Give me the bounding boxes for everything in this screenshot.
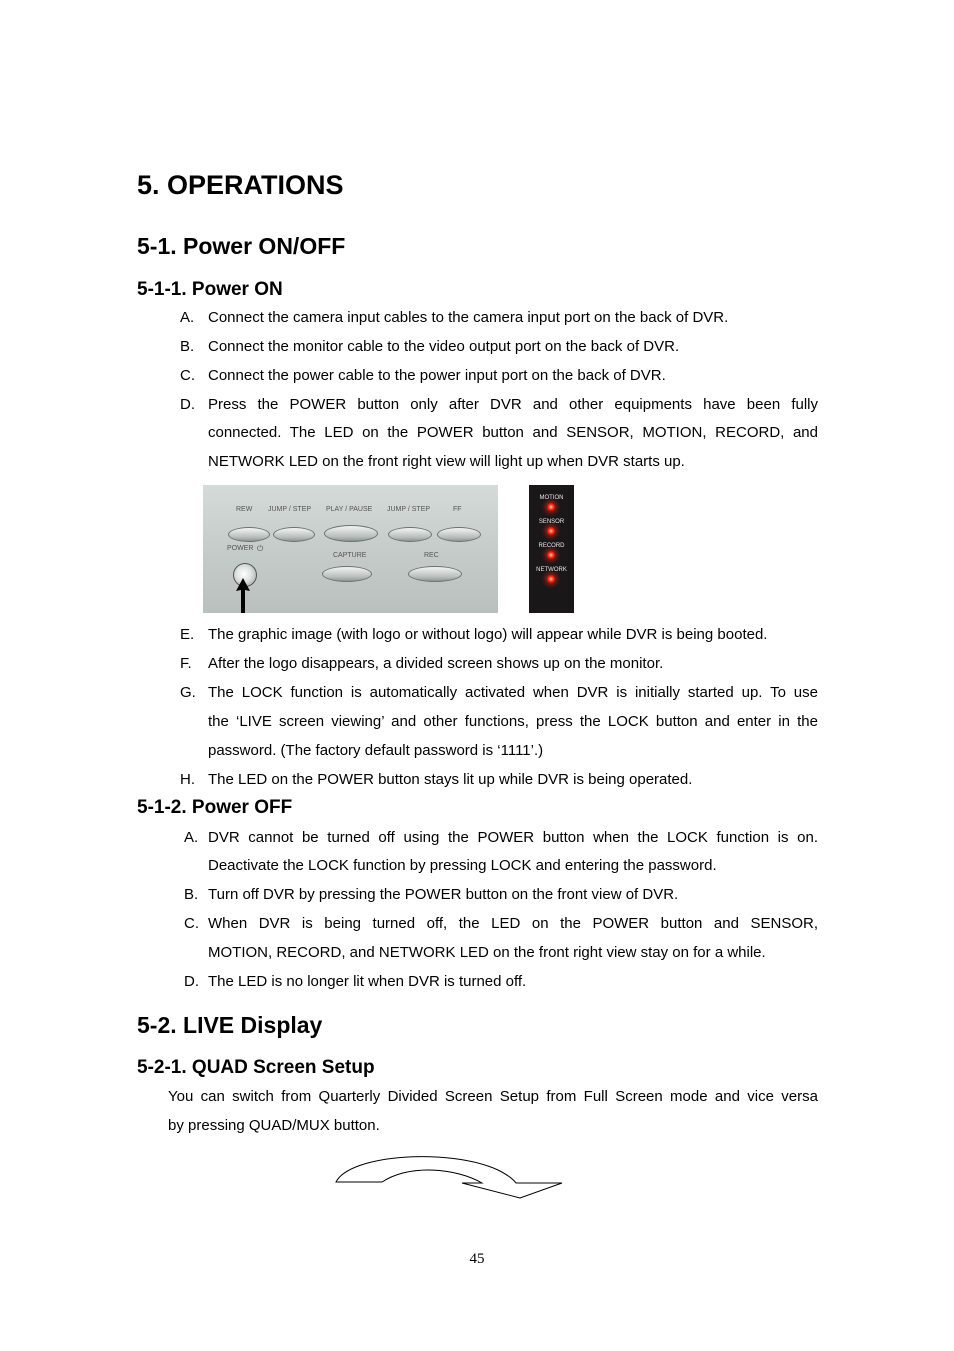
list-text: The LED is no longer lit when DVR is turned off. — [208, 973, 527, 990]
paragraph-line: You can switch from Quarterly Divided Screen Setup from Full Screen mode and vice versa — [168, 1088, 818, 1105]
front-panel-image — [203, 485, 498, 613]
led-motion-indicator — [547, 503, 555, 511]
rec-label: REC — [424, 552, 439, 559]
list-letter: B. — [184, 886, 199, 903]
subsection-heading-quad-screen-setup: 5-2-1. QUAD Screen Setup — [137, 1057, 375, 1078]
list-text-line: connected. The LED on the POWER button and SENSOR, MOTION, RECORD, and — [208, 424, 818, 441]
list-letter: F. — [180, 655, 192, 672]
list-letter: A. — [184, 829, 199, 846]
section-heading-live-display: 5-2. LIVE Display — [137, 1012, 323, 1038]
up-arrow-icon — [233, 578, 253, 613]
list-text: The graphic image (with logo or without logo) will appear while DVR is being booted. — [208, 626, 768, 643]
curved-arrow-icon — [330, 1150, 570, 1202]
jump-step-button — [388, 527, 432, 542]
led-network-indicator — [547, 575, 555, 583]
paragraph-line: by pressing QUAD/MUX button. — [168, 1117, 380, 1134]
list-text-line: Press the POWER button only after DVR and other equipments have been fully — [208, 396, 818, 413]
jump-step-button — [273, 527, 315, 542]
list-text: Turn off DVR by pressing the POWER button on the front view of DVR. — [208, 886, 679, 903]
rew-button — [228, 527, 270, 542]
list-letter: C. — [180, 367, 195, 384]
subsection-heading-power-on: 5-1-1. Power ON — [137, 279, 283, 300]
section-heading-power-on-off: 5-1. Power ON/OFF — [137, 233, 346, 259]
list-text-line: DVR cannot be turned off using the POWER button when the LOCK function is on. — [208, 829, 818, 846]
ff-label: FF — [453, 506, 462, 513]
rec-button — [408, 566, 462, 582]
capture-button — [322, 566, 372, 582]
rew-label: REW — [236, 506, 253, 513]
play-pause-button — [324, 525, 378, 542]
list-letter: D. — [180, 396, 195, 413]
list-text: Connect the power cable to the power input port on the back of DVR. — [208, 367, 666, 384]
capture-label: CAPTURE — [333, 552, 367, 559]
power-symbol-icon: ⏻ — [257, 544, 264, 553]
subsection-heading-power-off: 5-1-2. Power OFF — [137, 797, 293, 818]
jump-step-label: JUMP / STEP — [387, 506, 431, 513]
list-text-line: Deactivate the LOCK function by pressing LOCK and entering the password. — [208, 857, 717, 874]
list-letter: C. — [184, 915, 199, 932]
list-text: Connect the monitor cable to the video output port on the back of DVR. — [208, 338, 680, 355]
list-text: Connect the camera input cables to the camera input port on the back of DVR. — [208, 309, 729, 326]
list-text-line: MOTION, RECORD, and NETWORK LED on the front right view stay on for a while. — [208, 944, 766, 961]
motion-label: MOTION — [539, 495, 564, 501]
page-number: 45 — [469, 1251, 485, 1267]
jump-step-label: JUMP / STEP — [268, 506, 312, 513]
record-label: RECORD — [538, 543, 565, 549]
network-label: NETWORK — [536, 567, 567, 573]
led-record-indicator — [547, 551, 555, 559]
quad-paragraph — [168, 1082, 818, 1140]
list-text-line: NETWORK LED on the front right view will light up when DVR starts up. — [208, 453, 685, 470]
list-text-line: When DVR is being turned off, the LED on the POWER button and SENSOR, — [208, 915, 818, 932]
sensor-label: SENSOR — [538, 519, 565, 525]
list-text-line: The LOCK function is automatically activated when DVR is initially started up. To use — [208, 684, 818, 701]
list-text: After the logo disappears, a divided screen shows up on the monitor. — [208, 655, 664, 672]
power-label: POWER — [227, 545, 254, 552]
ff-button — [437, 527, 481, 542]
play-pause-label: PLAY / PAUSE — [326, 506, 373, 513]
list-text-line: password. (The factory default password is ‘1111’.) — [208, 742, 544, 759]
list-letter: D. — [184, 973, 199, 990]
list-letter: H. — [180, 771, 195, 788]
list-letter: G. — [180, 684, 196, 701]
chapter-title: 5. OPERATIONS — [137, 170, 344, 200]
list-letter: E. — [180, 626, 195, 643]
list-letter: B. — [180, 338, 195, 355]
led-sensor-indicator — [547, 527, 555, 535]
list-letter: A. — [180, 309, 195, 326]
list-text-line: the ‘LIVE screen viewing’ and other functions, press the LOCK button and enter in the — [208, 713, 818, 730]
list-text: The LED on the POWER button stays lit up while DVR is being operated. — [208, 771, 693, 788]
led-panel-image — [529, 485, 574, 613]
